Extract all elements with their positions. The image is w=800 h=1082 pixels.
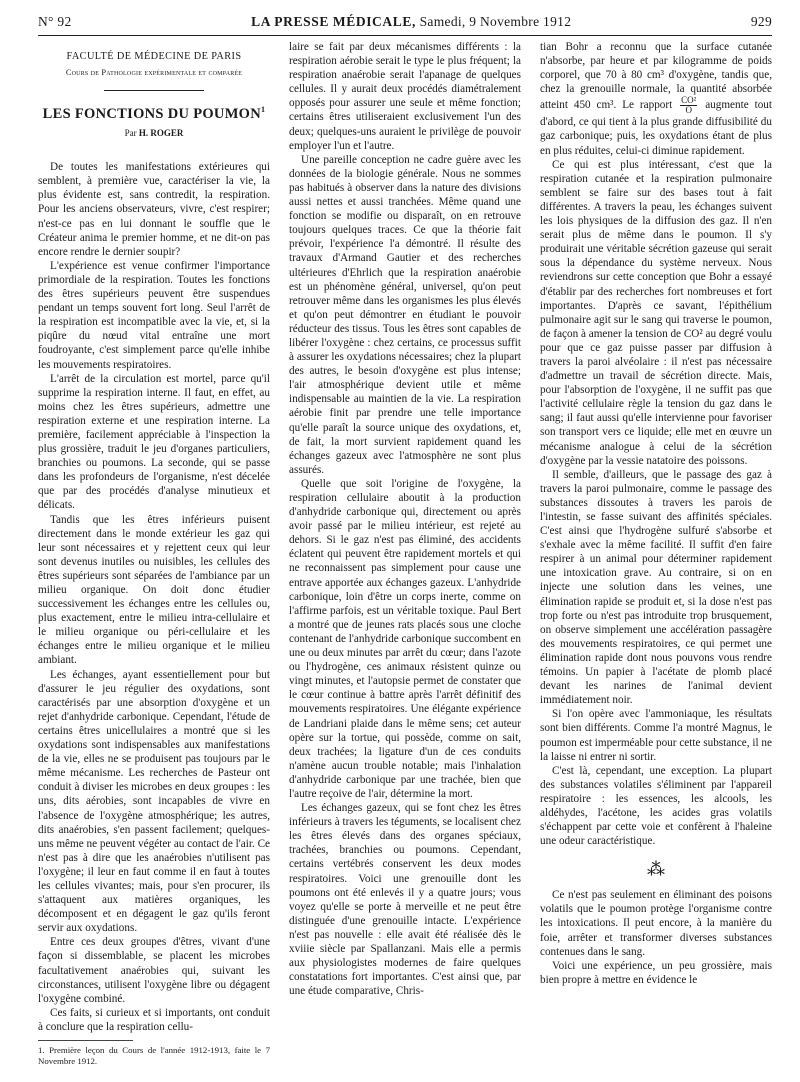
article-title <box>38 103 270 121</box>
course-heading: Cours de Pathologie expérimentale et comparée <box>65 68 243 78</box>
paragraph: Ce n'est pas seulement en éliminant des poisons volatils que le poumon protège l'organisme contre les intoxications. Il peut encore, à la manière du foie, arrêter et transformer diverses substances contenues dans le sang. <box>540 889 772 958</box>
faculty-heading: FACULTÉ DE MÉDECINE DE PARIS <box>66 51 242 62</box>
paragraph: Tandis que les êtres inférieurs puisent directement dans le monde extérieur les gaz qui leur sont nécessaires et y rejettent ceux qui leur sont devenus inutiles ou nuisibles, les cellules des êtres supérieurs sont séparées de l'ambiance par un milieu organique. On doit donc étudier successivement les échanges entre les cellules ou, plus exactement, entre le milieu intra-cellulaire et le milieu organique ou péri-cellulaire et les échanges entre le milieu organique et le milieu ambiant. <box>38 513 270 667</box>
paragraph: Si l'on opère avec l'ammoniaque, les résultats sont bien différents. Comme l'a montré Magnus, le poumon est imperméable pour cette substance, il ne la laisse ni entrer ni sortir. <box>540 708 772 763</box>
journal-title: LA PRESSE MÉDICALE, <box>251 14 416 29</box>
paragraph: Les échanges, ayant essentiellement pour but d'assurer le jeu régulier des oxydations, sont caractérisés par une absorption d'oxygène et un rejet d'anhydride carbonique. Cependant, l'étude de certains êtres unicellulaires a montré que si les oxydations sont indispensables aux manifestations de la vie, elles ne se produisent pas toujours par le même mécanisme. Les recherches de Pasteur ont conduit à diviser les microbes en deux groupes : les uns, dits aérobies, sont incapables de vivre en l'absence de l'oxygène atmosphérique; les autres, dits anaérobies, s'en passent facilement; quelques-uns même ne peuvent végéter au contact de l'air. Ce n'est pas à dire que les anaérobies n'utilisent pas l'oxygène; il leur en faut comme il en faut à toutes les cellules vivantes; mais, pour s'en procurer, ils s'attaquent aux matières organiques, les décomposent et en dégagent le gaz qu'ils feront servir aux oxydations. <box>38 668 270 935</box>
ratio-text-before: tian Bohr a reconnu que la surface cutanée n'absorbe, par heure et par kilogramme de poids corporel, que 70 à 80 cm³ d'oxygène, tandis que, chez la grenouille normale, la quantité absorbée atteint 450 cm³. Le rapport <box>540 41 772 112</box>
paragraph: Voici une expérience, un peu grossière, mais bien propre à mettre en évidence le <box>540 959 772 986</box>
issue-date: Samedi, 9 Novembre 1912 <box>419 14 572 29</box>
author-name: H. ROGER <box>138 128 184 139</box>
paragraph: Ce qui est plus intéressant, c'est que la respiration cutanée et la respiration pulmonaire semblent se faire sur des bases tout à fait différentes. A travers la peau, les échanges suivent les lois physiques de la diffusion des gaz. Il n'en serait plus de même dans le poumon. Il s'y produirait une véritable sécrétion gazeuse qui serait sous la dépendance du système nerveux. Nous reviendrons sur cette conception que Bohr a essayé d'établir par des recherches fort nombreuses et fort importantes. D'après ce savant, l'épithélium pulmonaire agit sur le sang qui traverse le poumon, de façon à amener la tension de CO² au degré voulu pour que ce gaz puisse passer par diffusion à travers la paroi alvéolaire : il n'est pas nécessaire d'admettre un travail de sécrétion directe. Mais, pour l'absorption de l'oxygène, il ne suffit pas que l'activité cellulaire règle la tension du gaz dans le sang; il faut aussi qu'elle intervienne pour favoriser son transport vers ce liquide; elle met en œuvre un mécanisme analogue à celui de la sécrétion d'oxygène par la vessie natatoire des poissons. <box>540 158 772 467</box>
text-columns <box>38 40 772 1067</box>
paragraph: Quelle que soit l'origine de l'oxygène, la respiration cellulaire aboutit à la production d'anhydride carbonique qui, directement ou après avoir passé par le milieu intérieur, est rejeté au dehors. Si le gaz n'est pas éliminé, des accidents éclatent qui peuvent être rapidement mortels et qui ne reconnaissent pas simplement pour cause une entrave apportée aux échanges gazeux. L'anhydride carbonique, loin d'être un corps inerte, comme on l'affirme parfois, est un véritable toxique. Paul Bert a montré que de jeunes rats placés sous une cloche contenant de l'anhydride carbonique succombent en une ou deux minutes par arrêt du cœur; dans l'azote ou l'hydrogène, ces animaux résistent quinze ou vingt minutes, et l'autopsie permet de constater que le cœur continue à battre après l'arrêt définitif des mouvements respiratoires. Une élégante expérience de Landriani plaide dans le même sens; cet auteur opère sur la tortue, qui possède, comme on sait, deux trachées; la ligature d'un de ces conduits n'amène aucun trouble notable; mais l'inhalation d'anhydride carbonique par une trachée, bien que l'autre reçoive de l'air, détermine la mort. <box>289 477 521 800</box>
section-asterism: ⁂ <box>647 859 665 880</box>
running-header <box>38 14 772 36</box>
footnote <box>38 1040 270 1067</box>
ratio-denominator: O <box>685 105 692 116</box>
paragraph: C'est là, cependant, une exception. La plupart des substances volatiles s'éliminent par l'appareil respiratoire : les essences, les alcools, les aldéhydes, l'acétone, les acides gras volatils s'échappent par cette voie et confèrent à l'haleine une odeur caractéristique. <box>540 764 772 848</box>
paragraph: Entre ces deux groupes d'êtres, vivant d'une façon si dissemblable, se placent les microbes facultativement anaérobies qui, suivant les circonstances, utilisent l'oxygène libre ou dégagent l'oxygène combiné. <box>38 936 270 1005</box>
column-right <box>540 40 772 1067</box>
paragraph: Ces faits, si curieux et si importants, ont conduit à conclure que la respiration cellu- <box>38 1006 270 1033</box>
column-left <box>38 40 270 1067</box>
heading-rule <box>104 90 204 91</box>
footnote-mark: 1 <box>261 105 266 115</box>
paragraph: laire se fait par deux mécanismes différents : la respiration aérobie serait le type le plus fréquent; la respiration anaérobie serait l'apanage de quelques cellules. Il y aurait deux procédés diamétralement opposés pour assurer une seule et même fonction; certains êtres utiliseraient exclusivement l'un des deux; quelques-uns auraient le privilège de pouvoir employer l'un et l'autre. <box>289 41 521 152</box>
paragraph: Une pareille conception ne cadre guère avec les données de la biologie générale. Nous ne sommes pas habitués à observer dans la nature des divisions aussi nettes et aussi tranchées. Même quand une fonction se modifie ou disparaît, on en retrouve toujours quelques traces. Ce que la théorie fait prévoir, l'expérience l'a démontré. Il résulte des travaux d'Armand Gautier et des recherches ultérieures d'Ehrlich que la respiration anaérobie est un phénomène général, universel, qu'on peut retrouver même dans les organismes les plus élevés et qu'on peut démontrer en étudiant le pouvoir réducteur des tissus. Tous les êtres sont capables de libérer l'oxygène : chez certains, ce processus suffit à assurer les oxydations nécessaires; chez la plupart des autres, le besoin d'oxygène est plus intense; l'air atmosphérique devient utile et même indispensable au maintien de la vie. La respiration aérobie finit par prendre une telle importance qu'elle paraît la source unique des oxydations, et, de fait, la mort survient rapidement quand les échanges gazeux avec l'atmosphère ne sont plus assurés. <box>289 153 521 476</box>
journal-date-line <box>251 14 571 30</box>
paragraph: L'expérience est venue confirmer l'importance primordiale de la respiration. Toutes les fonctions des êtres supérieurs peuvent être suspendues pendant un temps souvent fort long. Seul l'arrêt de la respiration est incompatible avec la vie, et, si la piqûre du nœud vital entraîne une mort foudroyante, c'est simplement parce qu'elle inhibe les mouvements respiratoires. <box>38 259 270 371</box>
co2-o-ratio <box>680 96 697 115</box>
page-number: 929 <box>750 14 772 29</box>
paragraph: L'arrêt de la circulation est mortel, parce qu'il supprime la respiration interne. Il faut, en effet, au moins chez les êtres supérieurs, admettre une respiration externe et une respiration interne. La première, facilement appréciable à l'inspection la plus grossière, traduit le jeu d'organes particuliers, branchies ou poumons. La seconde, qui se passe dans les profondeurs de l'organisme, n'est décelée que par des procédés d'analyse minutieux et délicats. <box>38 372 270 512</box>
footnote-text: 1. Première leçon du Cours de l'année 1912-1913, faite le 7 Novembre 1912. <box>38 1045 270 1067</box>
paragraph-with-ratio <box>540 40 772 158</box>
column-middle <box>289 40 521 1067</box>
paragraph: Il semble, d'ailleurs, que le passage des gaz à travers la paroi pulmonaire, comme le passage des substances dissoutes à travers les parois de l'intestin, se fasse suivant des affinités spéciales. C'est ainsi que l'hydrogène sulfuré s'absorbe et s'exhale avec la même facilité. Il suffit d'en faire respirer à un animal pour déterminer rapidement une intoxication grave. Au contraire, si on en injecte une solution dans les veines, une élimination rapide se produit et, si la dose n'est pas trop forte ou n'est pas introduite trop brusquement, on observe simplement une accélération passagère des mouvements respiratoires, ce qui permet une élimination rapide dont nous pouvons vous rendre témoins. Un papier à l'acétate de plomb placé devant les narines de l'animal devient immédiatement noir. <box>540 468 772 707</box>
article-title-text: LES FONCTIONS DU POUMON <box>42 106 262 123</box>
issue-number: N° 92 <box>38 14 72 29</box>
paragraph: De toutes les manifestations extérieures qui semblent, à première vue, caractériser la vie, la plus évidente est, sans contredit, la respiration. Pour les anciens observateurs, vivre, c'est respirer; n'est-ce pas en lui donnant le souffle que le Créateur anima le premier homme, et ne dit-on pas encore rendre le dernier soupir? <box>38 161 270 258</box>
ratio-text-after: augmente tout d'abord, ce qui tient à la plus grande diffusibilité du gaz carbonique; puis, les oxydations étant de plus en plus réduites, celui-ci diminue rapidement. <box>540 99 772 157</box>
ratio-numerator: CO² <box>681 95 697 106</box>
paragraph: Les échanges gazeux, qui se font chez les êtres inférieurs à travers les téguments, se localisent chez les êtres élevés dans des organes spéciaux, trachées, branchies ou poumons. Cependant, certains vertébrés conservent les deux modes respiratoires. Voici une grenouille dont les poumons ont été enlevés il y a quatre jours; vous voyez qu'elle se porte à merveille et ne peut être distinguée d'une grenouille intacte. L'expérience n'est pas nouvelle : elle avait été réalisée dès le xviiie siècle par Spallanzani. Mais elle a permis aux physiologistes modernes de faire quelques constatations fort importantes. C'est ainsi que, par une étude comparative, Chris- <box>289 802 521 998</box>
author-line <box>38 126 270 140</box>
author-prefix: Par <box>124 128 137 139</box>
